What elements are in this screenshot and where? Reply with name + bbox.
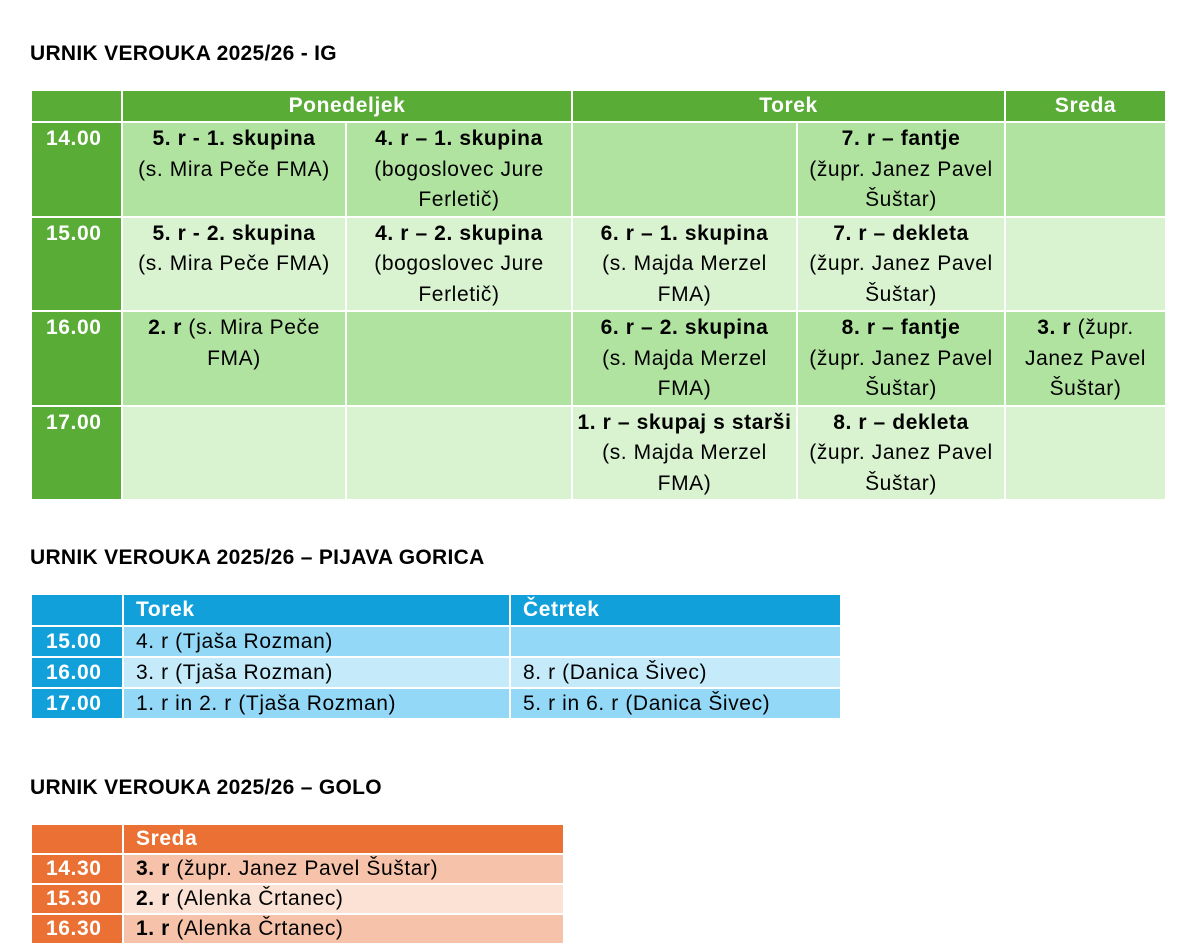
class-label: 4. r – 2. skupina: [375, 221, 543, 245]
golo-title: URNIK VEROUKA 2025/26 – GOLO: [30, 776, 382, 799]
pijava-header-cetrtek: Četrtek: [510, 594, 841, 626]
schedule-cell: [123, 884, 564, 914]
table-row: [31, 217, 1166, 312]
table-row: [31, 406, 1166, 501]
teacher-label: (župr. Janez Pavel Šuštar): [809, 252, 993, 306]
class-label: 7. r – fantje: [841, 127, 961, 150]
class-label: 3. r: [136, 857, 170, 880]
schedule-cell: [572, 217, 797, 312]
schedule-cell: 5. r in 6. r (Danica Šivec): [510, 688, 841, 719]
schedule-cell: [346, 217, 572, 312]
golo-header-row: [31, 824, 564, 854]
schedule-cell: 4. r (Tjaša Rozman): [123, 626, 510, 657]
schedule-cell: [1005, 406, 1166, 501]
teacher-label: (bogoslovec Jure Ferletič): [374, 252, 544, 306]
teacher-label: (s. Majda Merzel FMA): [602, 441, 767, 495]
time-cell: 16.30: [31, 914, 123, 944]
time-cell: 17.00: [31, 688, 123, 719]
table-row: [31, 884, 564, 914]
class-label: 7. r – dekleta: [833, 221, 969, 245]
schedule-cell: [122, 406, 346, 501]
schedule-cell: [510, 626, 841, 657]
time-cell: 15.00: [31, 626, 123, 657]
class-label: 1. r – skupaj s starši: [577, 410, 792, 434]
schedule-cell: 1. r in 2. r (Tjaša Rozman): [123, 688, 510, 719]
schedule-cell: [572, 122, 797, 217]
golo-schedule-table: [30, 823, 565, 945]
schedule-cell: [572, 406, 797, 501]
time-cell: 16.00: [31, 311, 122, 406]
ig-schedule-table: [30, 89, 1167, 501]
table-row: [31, 914, 564, 944]
pijava-header-row: [31, 594, 841, 626]
table-row: [31, 311, 1166, 406]
schedule-cell: [797, 217, 1005, 312]
teacher-label: (župr. Janez Pavel Šuštar): [176, 857, 439, 880]
ig-header-row: [31, 90, 1166, 122]
schedule-cell: [123, 914, 564, 944]
table-row: [31, 854, 564, 884]
golo-header-sreda: Sreda: [123, 824, 564, 854]
class-label: 1. r: [136, 917, 170, 940]
schedule-cell: [1005, 217, 1166, 312]
table-row: [31, 122, 1166, 217]
pijava-schedule-table: [30, 593, 842, 720]
teacher-label: (župr. Janez Pavel Šuštar): [809, 157, 993, 211]
schedule-cell: [346, 311, 572, 406]
schedule-cell: [122, 217, 346, 312]
teacher-label: (s. Majda Merzel FMA): [602, 252, 767, 306]
teacher-label: (župr. Janez Pavel Šuštar): [809, 441, 993, 495]
ig-header-torek: Torek: [572, 90, 1005, 122]
teacher-label: (s. Mira Peče FMA): [188, 316, 320, 370]
ig-header-sreda: Sreda: [1005, 90, 1166, 122]
schedule-cell: [122, 122, 346, 217]
pijava-header-torek: Torek: [123, 594, 510, 626]
time-cell: 14.00: [31, 122, 122, 217]
schedule-cell: [123, 854, 564, 884]
class-label: 8. r – fantje: [841, 316, 961, 339]
time-cell: 15.00: [31, 217, 122, 312]
class-label: 8. r – dekleta: [833, 410, 969, 434]
class-label: 4. r – 1. skupina: [375, 127, 543, 150]
schedule-cell: [797, 311, 1005, 406]
schedule-cell: [797, 406, 1005, 501]
schedule-cell: [1005, 311, 1166, 406]
ig-title: URNIK VEROUKA 2025/26 - IG: [30, 42, 337, 65]
pijava-title: URNIK VEROUKA 2025/26 – PIJAVA GORICA: [30, 546, 485, 569]
time-cell: 15.30: [31, 884, 123, 914]
class-label: 6. r – 1. skupina: [600, 221, 769, 245]
class-label: 5. r - 1. skupina: [152, 127, 316, 150]
schedule-cell: [346, 122, 572, 217]
time-cell: 14.30: [31, 854, 123, 884]
teacher-label: (župr. Janez Pavel Šuštar): [1025, 316, 1147, 400]
class-label: 2. r: [136, 887, 170, 910]
schedule-cell: [572, 311, 797, 406]
time-cell: 17.00: [31, 406, 122, 501]
schedule-cell: 8. r (Danica Šivec): [510, 657, 841, 688]
schedule-cell: 3. r (Tjaša Rozman): [123, 657, 510, 688]
teacher-label: (župr. Janez Pavel Šuštar): [809, 346, 993, 400]
time-cell: 16.00: [31, 657, 123, 688]
schedule-cell: [122, 311, 346, 406]
golo-corner: [31, 824, 123, 854]
class-label: 5. r - 2. skupina: [152, 221, 316, 245]
teacher-label: (s. Mira Peče FMA): [138, 157, 330, 181]
class-label: 6. r – 2. skupina: [600, 316, 769, 339]
schedule-cell: [346, 406, 572, 501]
schedule-cell: [797, 122, 1005, 217]
pijava-corner: [31, 594, 123, 626]
teacher-label: (Alenka Črtanec): [176, 917, 344, 940]
class-label: 2. r: [148, 316, 182, 339]
teacher-label: (s. Majda Merzel FMA): [602, 346, 767, 400]
table-row: [31, 688, 841, 719]
table-row: [31, 626, 841, 657]
teacher-label: (Alenka Črtanec): [176, 887, 344, 910]
teacher-label: (s. Mira Peče FMA): [138, 252, 330, 275]
class-label: 3. r: [1037, 316, 1072, 339]
teacher-label: (bogoslovec Jure Ferletič): [374, 157, 544, 211]
table-row: [31, 657, 841, 688]
schedule-cell: [1005, 122, 1166, 217]
ig-corner: [31, 90, 122, 122]
ig-header-ponedeljek: Ponedeljek: [122, 90, 572, 122]
